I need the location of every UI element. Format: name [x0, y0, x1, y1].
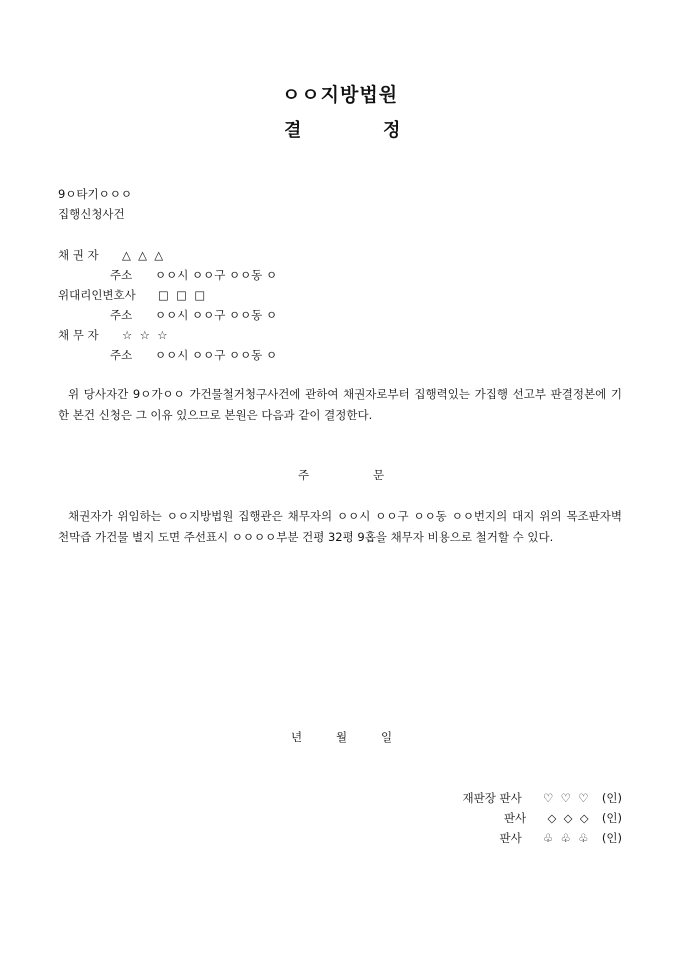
judge-name: ◇ ◇ ◇	[547, 811, 589, 825]
body-paragraph: 위 당사자간 9ㅇ가ㅇㅇ 가건물철거청구사건에 관하여 채권자로부터 집행력있는 가집행 선고부 판결정본에 기한 본건 신청은 그 이유 있으므로 본원은 다음과 같이 결정한다.	[58, 387, 622, 422]
court-name: ㅇㅇ지방법원	[281, 84, 399, 106]
judge-row	[500, 828, 623, 848]
case-number: 9ㅇ타기ㅇㅇㅇ	[58, 187, 132, 201]
judge-name: ♧ ♧ ♧	[543, 831, 589, 845]
attorney-address-label: 주소	[110, 308, 133, 322]
attorney-name: □ □ □	[158, 288, 206, 302]
judge-seal: (인)	[601, 791, 622, 805]
order-text: 채권자가 위임하는 ㅇㅇ지방법원 집행관은 채무자의 ㅇㅇ시 ㅇㅇ구 ㅇㅇ동 ㅇㅇ번지의 대지 위의 목조판자벽 천막즙 가건물 별지 도면 주선표시 ㅇㅇㅇㅇ부분 건평 32평 9홉을 채무자 비용으로 철거할 수 있다.	[58, 509, 622, 544]
case-name: 집행신청사건	[58, 207, 125, 221]
doc-type-right: 정	[383, 120, 401, 141]
attorney-address: ㅇㅇ시 ㅇㅇ구 ㅇㅇ동 ㅇ	[155, 308, 278, 322]
date-month: 월	[336, 730, 348, 744]
judge-name: ♡ ♡ ♡	[543, 791, 589, 805]
judge-title: 판사	[503, 811, 527, 825]
judge-row	[463, 788, 622, 808]
creditor-label: 채 권 자	[58, 248, 99, 262]
order-title-right: 문	[373, 468, 385, 482]
judge-seal: (인)	[601, 811, 622, 825]
judge-seal: (인)	[601, 831, 622, 845]
attorney-label: 위대리인변호사	[58, 288, 136, 302]
debtor-label: 채 무 자	[58, 328, 99, 342]
judge-row	[504, 808, 622, 828]
judge-title: 재판장 판사	[462, 791, 522, 805]
date-year: 년	[291, 730, 303, 744]
judge-title: 판사	[499, 831, 522, 845]
debtor-name: ☆ ☆ ☆	[122, 328, 168, 342]
creditor-address-label: 주소	[110, 268, 133, 282]
creditor-address: ㅇㅇ시 ㅇㅇ구 ㅇㅇ동 ㅇ	[155, 268, 278, 282]
debtor-address: ㅇㅇ시 ㅇㅇ구 ㅇㅇ동 ㅇ	[155, 348, 278, 362]
creditor-name: △ △ △	[122, 248, 164, 262]
debtor-address-label: 주소	[110, 348, 133, 362]
date-day: 일	[381, 730, 393, 744]
order-title-left: 주	[298, 468, 310, 482]
doc-type-left: 결	[284, 120, 302, 141]
